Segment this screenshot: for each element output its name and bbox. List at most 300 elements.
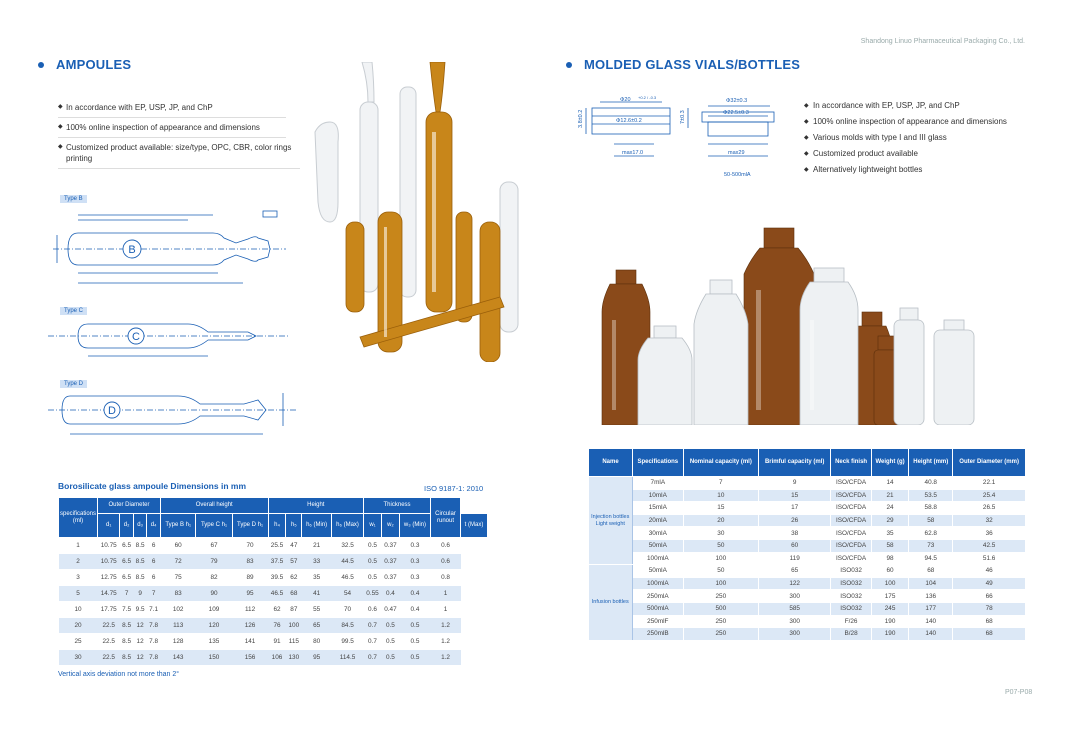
dim-phi32: Φ32±0.3 — [726, 98, 748, 104]
table-cell: 6.5 — [120, 554, 134, 570]
table-cell: 5 — [59, 586, 98, 602]
table-row — [589, 552, 1026, 565]
table-cell: 89 — [232, 570, 268, 586]
table-cell: 100mlA — [633, 577, 684, 590]
col-sub-header: d₄ — [147, 514, 161, 538]
table-cell: 41 — [302, 586, 332, 602]
ampoule-table-standard: ISO 9187-1: 2010 — [424, 484, 484, 493]
type-d-letter: D — [108, 405, 116, 417]
table-cell: ISO/CFDA — [831, 514, 872, 527]
table-cell: 22.5 — [98, 618, 120, 634]
table-cell: 14.75 — [98, 586, 120, 602]
table-cell: 0.5 — [381, 618, 399, 634]
table-cell: 12 — [133, 634, 147, 650]
table-cell: 83 — [232, 554, 268, 570]
vial-dimension-drawings — [578, 92, 800, 180]
table-cell: 177 — [909, 602, 953, 615]
table-cell: 7 — [147, 586, 161, 602]
table-cell: 90 — [196, 586, 232, 602]
col-header: Weight (g) — [871, 449, 908, 477]
table-cell: 55 — [302, 602, 332, 618]
type-b-label: Type B — [60, 195, 87, 203]
col-header: Brimful capacity (ml) — [759, 449, 831, 477]
table-cell: 65 — [302, 618, 332, 634]
table-cell: 47 — [286, 538, 302, 554]
dim-phi225: Φ22.5±0.3 — [723, 110, 749, 116]
table-cell: 0.6 — [431, 554, 461, 570]
table-cell: 190 — [871, 615, 908, 628]
table-cell: 8.5 — [133, 538, 147, 554]
table-cell: 7 — [120, 586, 134, 602]
table-cell: 40.8 — [909, 477, 953, 490]
table-cell: 128 — [160, 634, 196, 650]
vials-title — [566, 57, 800, 72]
table-cell: 3 — [59, 570, 98, 586]
table-cell: 7.8 — [147, 618, 161, 634]
table-cell: 0.37 — [381, 538, 399, 554]
table-cell: 136 — [909, 590, 953, 603]
table-cell: 175 — [871, 590, 908, 603]
table-cell: 36 — [953, 527, 1026, 540]
table-cell: 14 — [871, 477, 908, 490]
table-cell: ISO032 — [831, 565, 872, 578]
table-cell: 99.5 — [332, 634, 364, 650]
table-cell: 83 — [160, 586, 196, 602]
table-cell: ISO032 — [831, 590, 872, 603]
dim-phi126: Φ12.6±0.2 — [616, 118, 642, 124]
vials-photo — [588, 200, 1030, 425]
table-cell: 95 — [302, 650, 332, 666]
group-label: Infusion bottles — [589, 565, 633, 641]
table-cell: 12.75 — [98, 570, 120, 586]
table-cell: 0.5 — [399, 650, 430, 666]
table-cell: 50mlA — [633, 565, 684, 578]
table-cell: 73 — [909, 539, 953, 552]
table-cell: 115 — [286, 634, 302, 650]
table-cell: 53.5 — [909, 489, 953, 502]
table-cell: 10.75 — [98, 538, 120, 554]
col-header: Nominal capacity (ml) — [683, 449, 758, 477]
table-cell: 58.8 — [909, 502, 953, 515]
table-cell: 68 — [286, 586, 302, 602]
table-cell: 0.7 — [364, 650, 382, 666]
table-cell: 20mlA — [633, 514, 684, 527]
col-sub-header: d₃ — [133, 514, 147, 538]
bullet-item: ◆ Customized product available: size/type, OPC, CBR, color rings printing — [58, 138, 308, 169]
table-cell: 250mlF — [633, 615, 684, 628]
table-cell: 0.4 — [381, 586, 399, 602]
table-cell: 62.8 — [909, 527, 953, 540]
table-row — [589, 527, 1026, 540]
table-row — [589, 628, 1026, 641]
table-cell: 20 — [59, 618, 98, 634]
table-cell: 95 — [232, 586, 268, 602]
dim-phi20: Φ20 — [620, 97, 631, 103]
table-cell: 500 — [683, 602, 758, 615]
table-cell: 84.5 — [332, 618, 364, 634]
col-sub-header: w₁ — [364, 514, 382, 538]
table-cell: 38 — [759, 527, 831, 540]
table-cell: 8.5 — [133, 554, 147, 570]
ampoules-photo — [300, 62, 540, 362]
table-cell: 6 — [147, 570, 161, 586]
table-cell: 68 — [909, 565, 953, 578]
bullet-item: ◆ In accordance with EP, USP, JP, and ChP — [58, 98, 286, 118]
table-cell: 60 — [871, 565, 908, 578]
table-cell: 58 — [909, 514, 953, 527]
table-row — [59, 538, 488, 554]
table-cell: 60 — [759, 539, 831, 552]
table-cell: 46.5 — [332, 570, 364, 586]
table-cell: B/28 — [831, 628, 872, 641]
table-row — [589, 489, 1026, 502]
table-cell: 22.1 — [953, 477, 1026, 490]
table-cell: 20 — [683, 514, 758, 527]
table-cell: 0.3 — [399, 538, 430, 554]
col-sub-header: Type C h₁ — [196, 514, 232, 538]
col-sub-header: t (Max) — [461, 514, 488, 538]
table-cell: 0.8 — [431, 570, 461, 586]
table-cell: 120 — [196, 618, 232, 634]
table-cell: 250mlA — [633, 590, 684, 603]
table-cell: 0.4 — [399, 602, 430, 618]
table-cell: 6 — [147, 538, 161, 554]
table-cell: 143 — [160, 650, 196, 666]
table-cell: 1.2 — [431, 618, 461, 634]
table-cell: 8.5 — [133, 570, 147, 586]
col-sub-header: h₅ — [286, 514, 302, 538]
col-sub-header: Type B h₁ — [160, 514, 196, 538]
table-row — [589, 565, 1026, 578]
table-cell: 0.3 — [399, 570, 430, 586]
table-cell: 7.5 — [120, 602, 134, 618]
col-sub-header: h₆ (Max) — [332, 514, 364, 538]
table-cell: 44.5 — [332, 554, 364, 570]
ampoule-table-title: Borosilicate glass ampoule Dimensions in mm — [58, 481, 246, 491]
table-cell: ISO/CFDA — [831, 489, 872, 502]
bullet-item: ◆ Various molds with type I and III glass — [804, 129, 1044, 145]
table-cell: 8.5 — [120, 634, 134, 650]
bullet-dot-icon — [38, 62, 44, 68]
table-row — [589, 590, 1026, 603]
table-cell: 70 — [332, 602, 364, 618]
table-cell: 104 — [909, 577, 953, 590]
table-cell: 57 — [286, 554, 302, 570]
table-cell: 250 — [683, 628, 758, 641]
table-cell: 62 — [268, 602, 286, 618]
table-row — [59, 634, 488, 650]
vials-title-text: MOLDED GLASS VIALS/BOTTLES — [584, 57, 801, 72]
table-cell: 100 — [871, 577, 908, 590]
table-cell: 87 — [286, 602, 302, 618]
table-cell: 66 — [953, 590, 1026, 603]
table-cell: 9 — [759, 477, 831, 490]
dim-phi20-tol: +0.2 / -0.3 — [638, 95, 657, 100]
table-cell: 122 — [759, 577, 831, 590]
vials-spec-table — [588, 448, 1026, 641]
col-header: Neck finish — [831, 449, 872, 477]
table-cell: 0.5 — [364, 554, 382, 570]
table-cell: 51.6 — [953, 552, 1026, 565]
table-cell: 1.2 — [431, 650, 461, 666]
table-cell: 10mlA — [633, 489, 684, 502]
type-c-letter: C — [132, 331, 140, 343]
ampoules-title-text: AMPOULES — [56, 57, 132, 72]
table-cell: 500mlA — [633, 602, 684, 615]
table-cell: 25 — [59, 634, 98, 650]
table-row — [589, 615, 1026, 628]
table-cell: 10.75 — [98, 554, 120, 570]
table-cell: 68 — [953, 628, 1026, 641]
table-cell: 46.5 — [268, 586, 286, 602]
table-cell: 12 — [133, 618, 147, 634]
table-cell: 80 — [302, 634, 332, 650]
table-cell: 0.7 — [364, 618, 382, 634]
table-cell: 50 — [683, 565, 758, 578]
table-cell: 82 — [196, 570, 232, 586]
ampoule-footnote: Vertical axis deviation not more than 2° — [58, 671, 180, 678]
table-cell: 300 — [759, 590, 831, 603]
table-cell: 100 — [683, 577, 758, 590]
table-cell: 10 — [59, 602, 98, 618]
table-cell: 22.5 — [98, 650, 120, 666]
col-header: Name — [589, 449, 633, 477]
table-cell: 33 — [302, 554, 332, 570]
table-cell: 39.5 — [268, 570, 286, 586]
bullet-item: ◆ Alternatively lightweight bottles — [804, 161, 1044, 177]
ampoules-title — [38, 57, 131, 72]
table-cell: 22.5 — [98, 634, 120, 650]
table-cell: 21 — [871, 489, 908, 502]
table-cell: 7mlA — [633, 477, 684, 490]
table-cell: 1 — [431, 602, 461, 618]
table-cell: 58 — [871, 539, 908, 552]
table-cell: 6.5 — [120, 570, 134, 586]
table-cell: 119 — [759, 552, 831, 565]
table-cell: 25.5 — [268, 538, 286, 554]
table-cell: 8.5 — [120, 618, 134, 634]
table-cell: 1 — [431, 586, 461, 602]
company-name: Shandong Linuo Pharmaceutical Packaging Co., Ltd. — [860, 38, 1025, 45]
bullet-dot-icon — [566, 62, 572, 68]
bullet-item: ◆ Customized product available — [804, 145, 1044, 161]
table-cell: 12 — [133, 650, 147, 666]
type-d-label: Type D — [60, 380, 87, 388]
table-cell: 0.6 — [431, 538, 461, 554]
table-cell: 0.6 — [364, 602, 382, 618]
table-cell: ISO032 — [831, 602, 872, 615]
table-cell: 0.5 — [399, 634, 430, 650]
table-cell: ISO/CFDA — [831, 539, 872, 552]
table-row — [59, 650, 488, 666]
table-cell: 72 — [160, 554, 196, 570]
table-cell: 113 — [160, 618, 196, 634]
table-cell: 300 — [759, 615, 831, 628]
table-cell: 17.75 — [98, 602, 120, 618]
table-cell: 78 — [953, 602, 1026, 615]
table-cell: ISO032 — [831, 577, 872, 590]
table-row — [589, 477, 1026, 490]
dim-h38: 3.8±0.2 — [578, 109, 584, 128]
table-cell: 100 — [286, 618, 302, 634]
table-cell: 91 — [268, 634, 286, 650]
table-cell: F/26 — [831, 615, 872, 628]
vials-bullets — [804, 97, 1044, 177]
table-cell: ISO/CFDA — [831, 527, 872, 540]
table-cell: 50mlA — [633, 539, 684, 552]
table-cell: 32.5 — [332, 538, 364, 554]
table-row — [59, 602, 488, 618]
col-header: Specifications — [633, 449, 684, 477]
table-cell: 0.3 — [399, 554, 430, 570]
table-cell: 8.5 — [120, 650, 134, 666]
table-cell: 0.55 — [364, 586, 382, 602]
table-cell: 32 — [953, 514, 1026, 527]
ampoule-type-b-drawing — [48, 205, 288, 290]
col-header: Outer Diameter (mm) — [953, 449, 1026, 477]
table-cell: 0.47 — [381, 602, 399, 618]
table-cell: 0.37 — [381, 554, 399, 570]
col-sub-header: h₄ — [268, 514, 286, 538]
table-cell: 141 — [232, 634, 268, 650]
table-cell: 100mlA — [633, 552, 684, 565]
table-cell: ISO/CFDA — [831, 552, 872, 565]
table-cell: 24 — [871, 502, 908, 515]
table-cell: 30 — [683, 527, 758, 540]
table-cell: 42.5 — [953, 539, 1026, 552]
dim-max170: max17.0 — [622, 150, 644, 156]
table-cell: 54 — [332, 586, 364, 602]
table-cell: 190 — [871, 628, 908, 641]
table-cell: 15 — [683, 502, 758, 515]
table-cell: 68 — [953, 615, 1026, 628]
table-cell: 9.5 — [133, 602, 147, 618]
table-cell: 140 — [909, 615, 953, 628]
table-cell: 7.8 — [147, 634, 161, 650]
table-row — [589, 502, 1026, 515]
table-cell: 25.4 — [953, 489, 1026, 502]
table-row — [589, 514, 1026, 527]
table-cell: 6.5 — [120, 538, 134, 554]
table-row — [59, 586, 488, 602]
table-cell: 140 — [909, 628, 953, 641]
table-cell: 0.37 — [381, 570, 399, 586]
table-cell: 0.4 — [399, 586, 430, 602]
table-cell: 100 — [683, 552, 758, 565]
table-cell: 26 — [759, 514, 831, 527]
table-row — [589, 577, 1026, 590]
table-cell: ISO/CFDA — [831, 502, 872, 515]
type-b-letter: B — [128, 244, 136, 256]
table-cell: 250mlB — [633, 628, 684, 641]
table-cell: 67 — [196, 538, 232, 554]
bullet-item: ◆ In accordance with EP, USP, JP, and ChP — [804, 97, 1044, 113]
table-cell: 156 — [232, 650, 268, 666]
table-cell: 75 — [160, 570, 196, 586]
table-cell: 79 — [196, 554, 232, 570]
table-cell: 0.7 — [364, 634, 382, 650]
table-cell: 130 — [286, 650, 302, 666]
table-row — [589, 539, 1026, 552]
group-label: Injection bottles Light weight — [589, 477, 633, 565]
col-sub-header: d₁ — [98, 514, 120, 538]
table-cell: 15mlA — [633, 502, 684, 515]
table-cell: 0.5 — [399, 618, 430, 634]
table-cell: 300 — [759, 628, 831, 641]
dim-max29: max29 — [728, 150, 745, 156]
table-row — [59, 554, 488, 570]
col-sub-header: d₂ — [120, 514, 134, 538]
table-cell: 114.5 — [332, 650, 364, 666]
col-circular-runout: Circular runout — [431, 498, 461, 538]
table-cell: 21 — [302, 538, 332, 554]
table-row — [589, 602, 1026, 615]
ampoule-dimension-table — [58, 497, 488, 666]
table-cell: 35 — [871, 527, 908, 540]
table-cell: 46 — [953, 565, 1026, 578]
table-cell: 7.8 — [147, 650, 161, 666]
table-cell: 7 — [683, 477, 758, 490]
table-cell: 10 — [683, 489, 758, 502]
table-cell: 29 — [871, 514, 908, 527]
col-sub-header: w₂ — [381, 514, 399, 538]
col-spec: specifications (ml) — [59, 498, 98, 538]
table-cell: 250 — [683, 615, 758, 628]
bullet-item: ◆ 100% online inspection of appearance and dimensions — [58, 118, 286, 138]
table-cell: 30 — [59, 650, 98, 666]
table-cell: 98 — [871, 552, 908, 565]
table-cell: 50 — [683, 539, 758, 552]
table-cell: 0.5 — [364, 538, 382, 554]
table-cell: 150 — [196, 650, 232, 666]
table-cell: 0.5 — [364, 570, 382, 586]
table-cell: 30mlA — [633, 527, 684, 540]
table-cell: 250 — [683, 590, 758, 603]
table-cell: 35 — [302, 570, 332, 586]
dim-h7: 7±0.3 — [680, 110, 686, 124]
ampoule-type-c-drawing — [48, 318, 288, 363]
table-cell: 126 — [232, 618, 268, 634]
table-row — [59, 618, 488, 634]
col-overall-height: Overall height — [160, 498, 268, 514]
table-cell: 109 — [196, 602, 232, 618]
table-cell: 70 — [232, 538, 268, 554]
table-cell: 135 — [196, 634, 232, 650]
table-cell: 585 — [759, 602, 831, 615]
col-sub-header: Type D h₁ — [232, 514, 268, 538]
table-cell: ISO/CFDA — [831, 477, 872, 490]
table-cell: 76 — [268, 618, 286, 634]
col-thickness: Thickness — [364, 498, 431, 514]
table-cell: 62 — [286, 570, 302, 586]
col-height: Height — [268, 498, 363, 514]
ampoules-bullets — [58, 98, 292, 169]
type-c-label: Type C — [60, 307, 87, 315]
col-header: Height (mm) — [909, 449, 953, 477]
table-cell: 2 — [59, 554, 98, 570]
table-cell: 112 — [232, 602, 268, 618]
col-outer-diameter: Outer Diameter — [98, 498, 161, 514]
table-cell: 7.1 — [147, 602, 161, 618]
table-cell: 106 — [268, 650, 286, 666]
table-cell: 102 — [160, 602, 196, 618]
table-cell: 1.2 — [431, 634, 461, 650]
table-cell: 15 — [759, 489, 831, 502]
table-row — [59, 570, 488, 586]
dim-range: 50-500mlA — [724, 172, 751, 178]
table-cell: 94.5 — [909, 552, 953, 565]
table-cell: 0.5 — [381, 634, 399, 650]
